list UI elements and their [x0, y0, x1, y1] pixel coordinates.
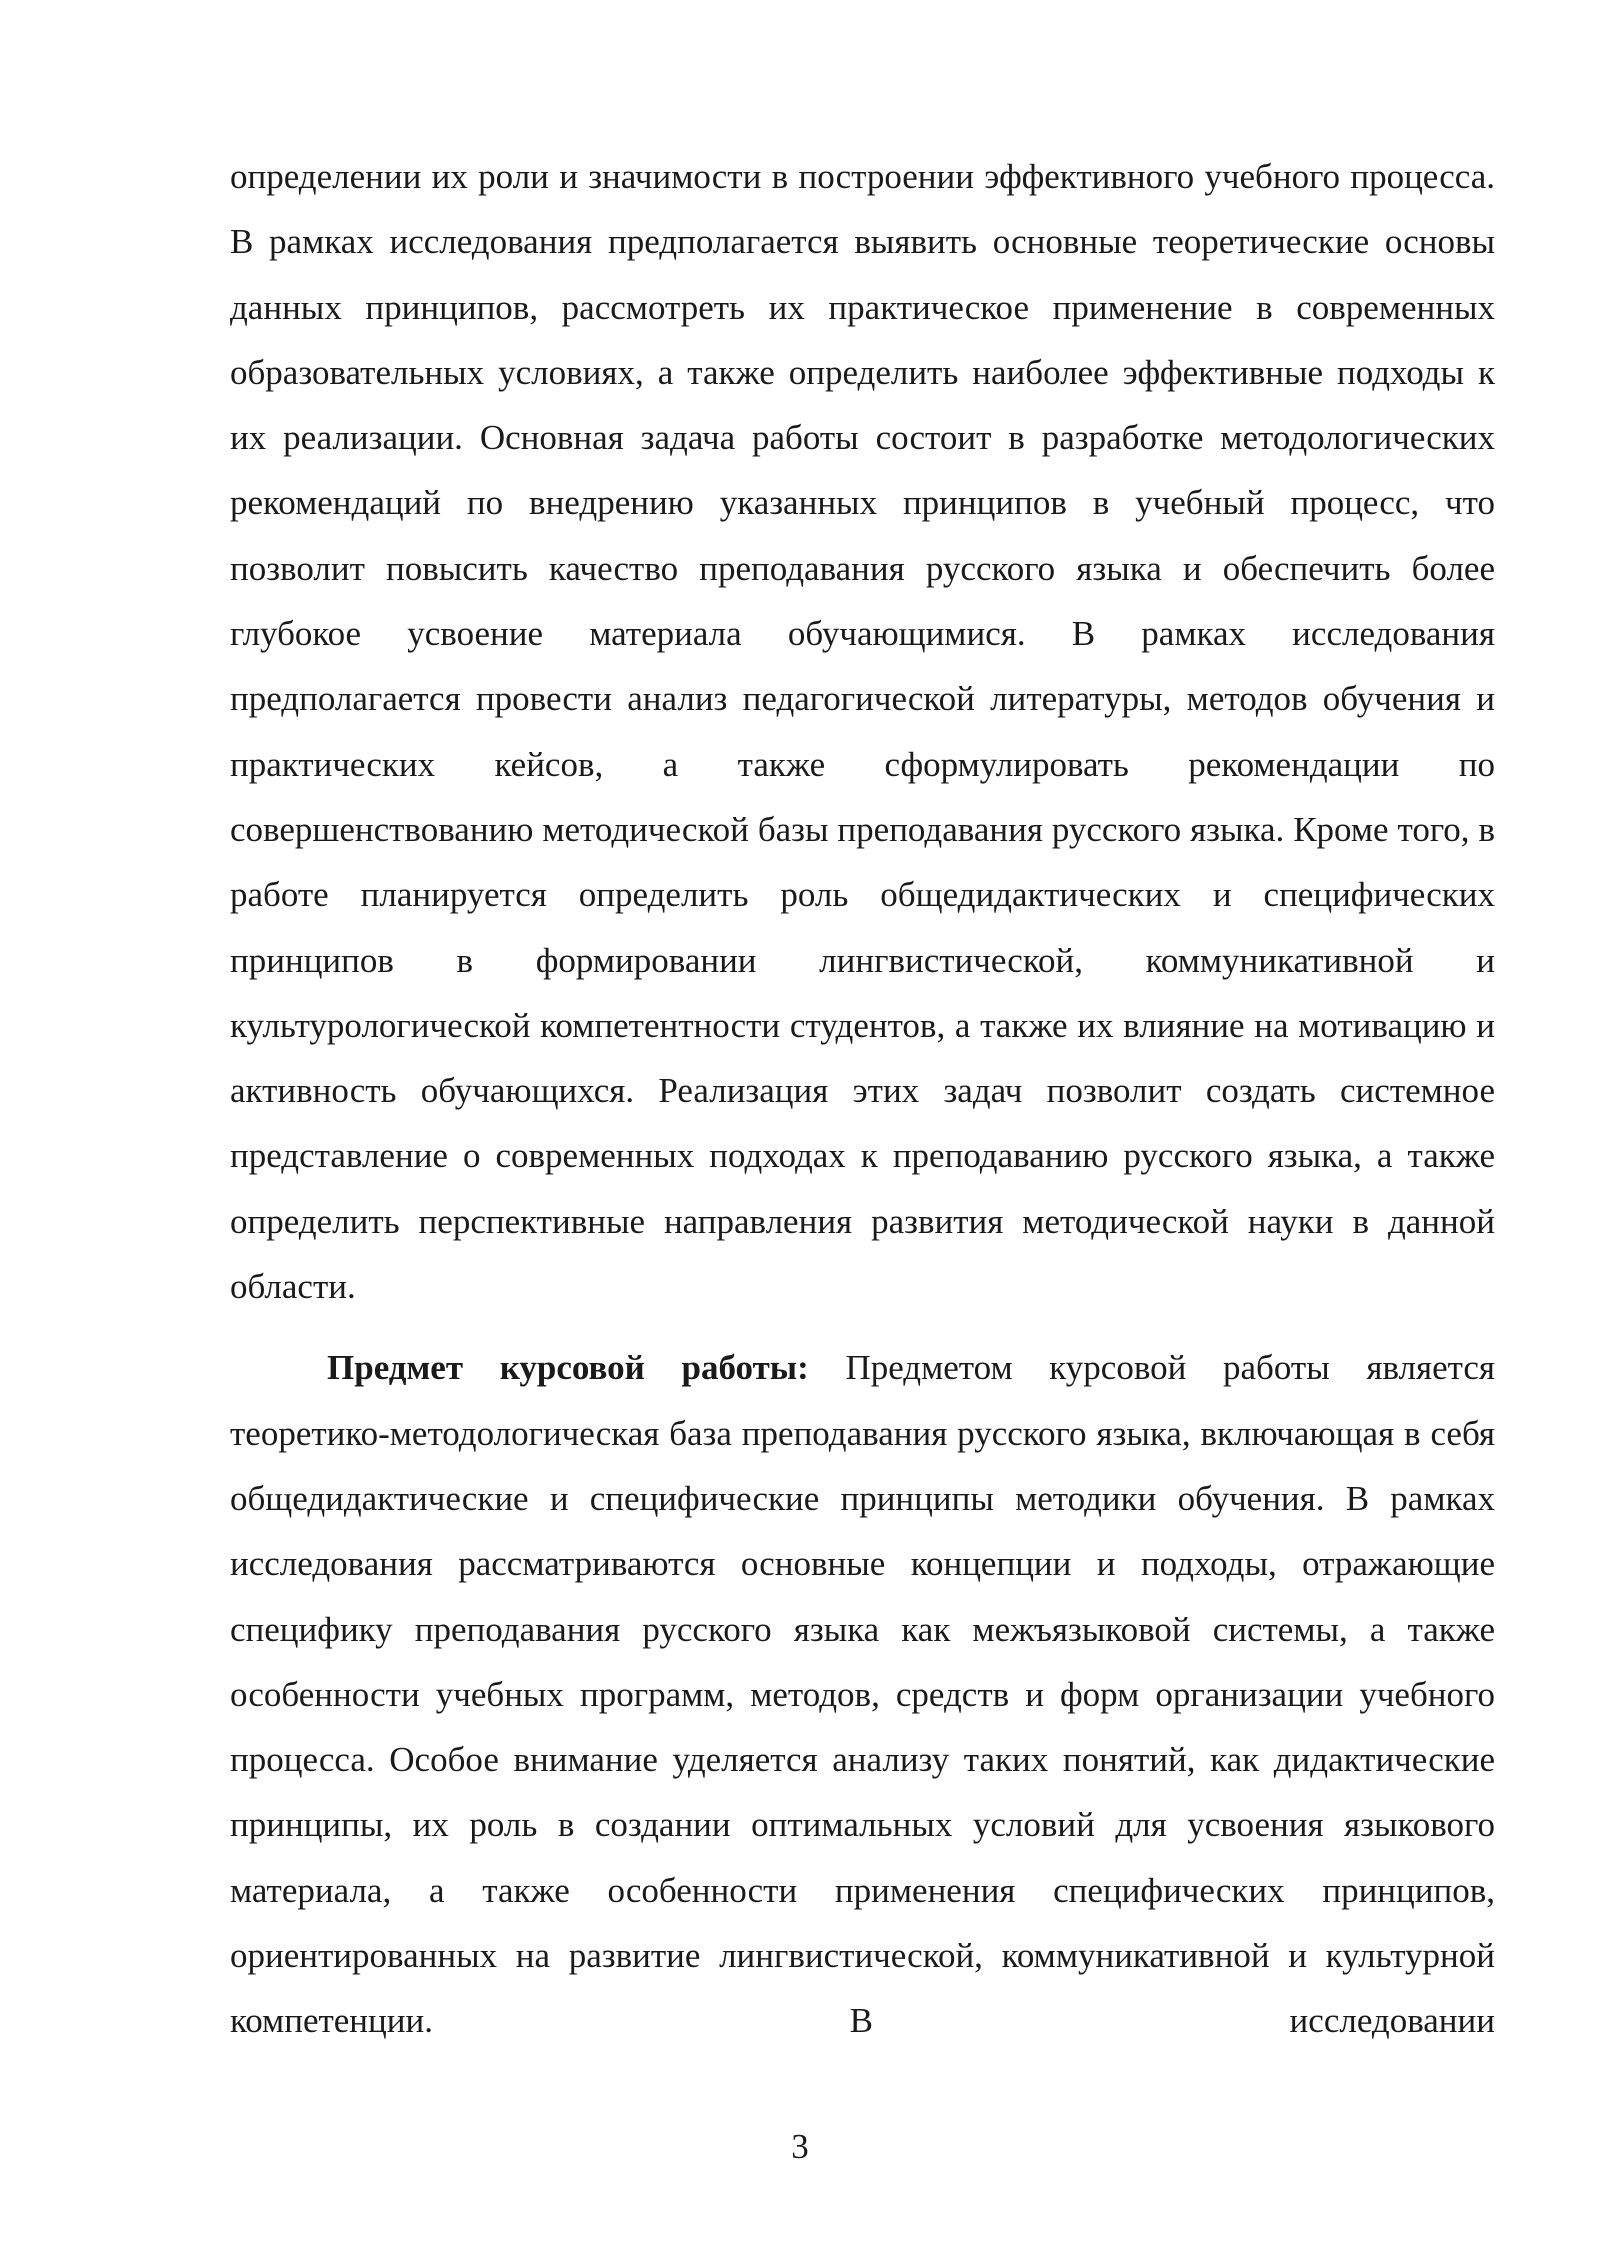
paragraph-aims: [230, 144, 1495, 1319]
body-text: [230, 144, 1495, 2054]
paragraph-subject: [230, 1335, 1495, 2053]
paragraph-aims-text: определении их роли и значимости в построении эффективного учебного процесса. В рамках исследования предполагается выявить основные теоретические основы данных принципов, рассмотреть их практическое применение в современных образовательных условиях, а также определить наиболее эффективные подходы к их реализации. Основная задача работы состоит в разработке методологических рекомендаций по внедрению указанных принципов в учебный процесс, что позволит повысить качество преподавания русского языка и обеспечить более глубокое усвоение материала обучающимися. В рамках исследования предполагается провести анализ педагогической литературы, методов обучения и практических кейсов, а также сформулировать рекомендации по совершенствованию методической базы преподавания русского языка. Кроме того, в работе планируется определить роль общедидактических и специфических принципов в формировании лингвистической, коммуникативной и культурологической компетентности студентов, а также их влияние на мотивацию и активность обучающихся. Реализация этих задач позволит создать системное представление о современных подходах к преподаванию русского языка, а также определить перспективные направления развития методической науки в данной области.: [230, 157, 1495, 1307]
paragraph-subject-text: Предметом курсовой работы является теоретико-методологическая база преподавания русского языка, включающая в себя общедидактические и специфические принципы методики обучения. В рамках исследования рассматриваются основные концепции и подходы, отражающие специфику преподавания русского языка как межъязыковой системы, а также особенности учебных программ, методов, средств и форм организации учебного процесса. Особое внимание уделяется анализу таких понятий, как дидактические принципы, их роль в создании оптимальных условий для усвоения языкового материала, а также особенности применения специфических принципов, ориентированных на развитие лингвистической, коммуникативной и культурной компетенции. В исследовании: [230, 1348, 1496, 2041]
paragraph-subject-heading: Предмет курсовой работы:: [327, 1348, 809, 1388]
page-number: 3: [791, 2127, 809, 2166]
